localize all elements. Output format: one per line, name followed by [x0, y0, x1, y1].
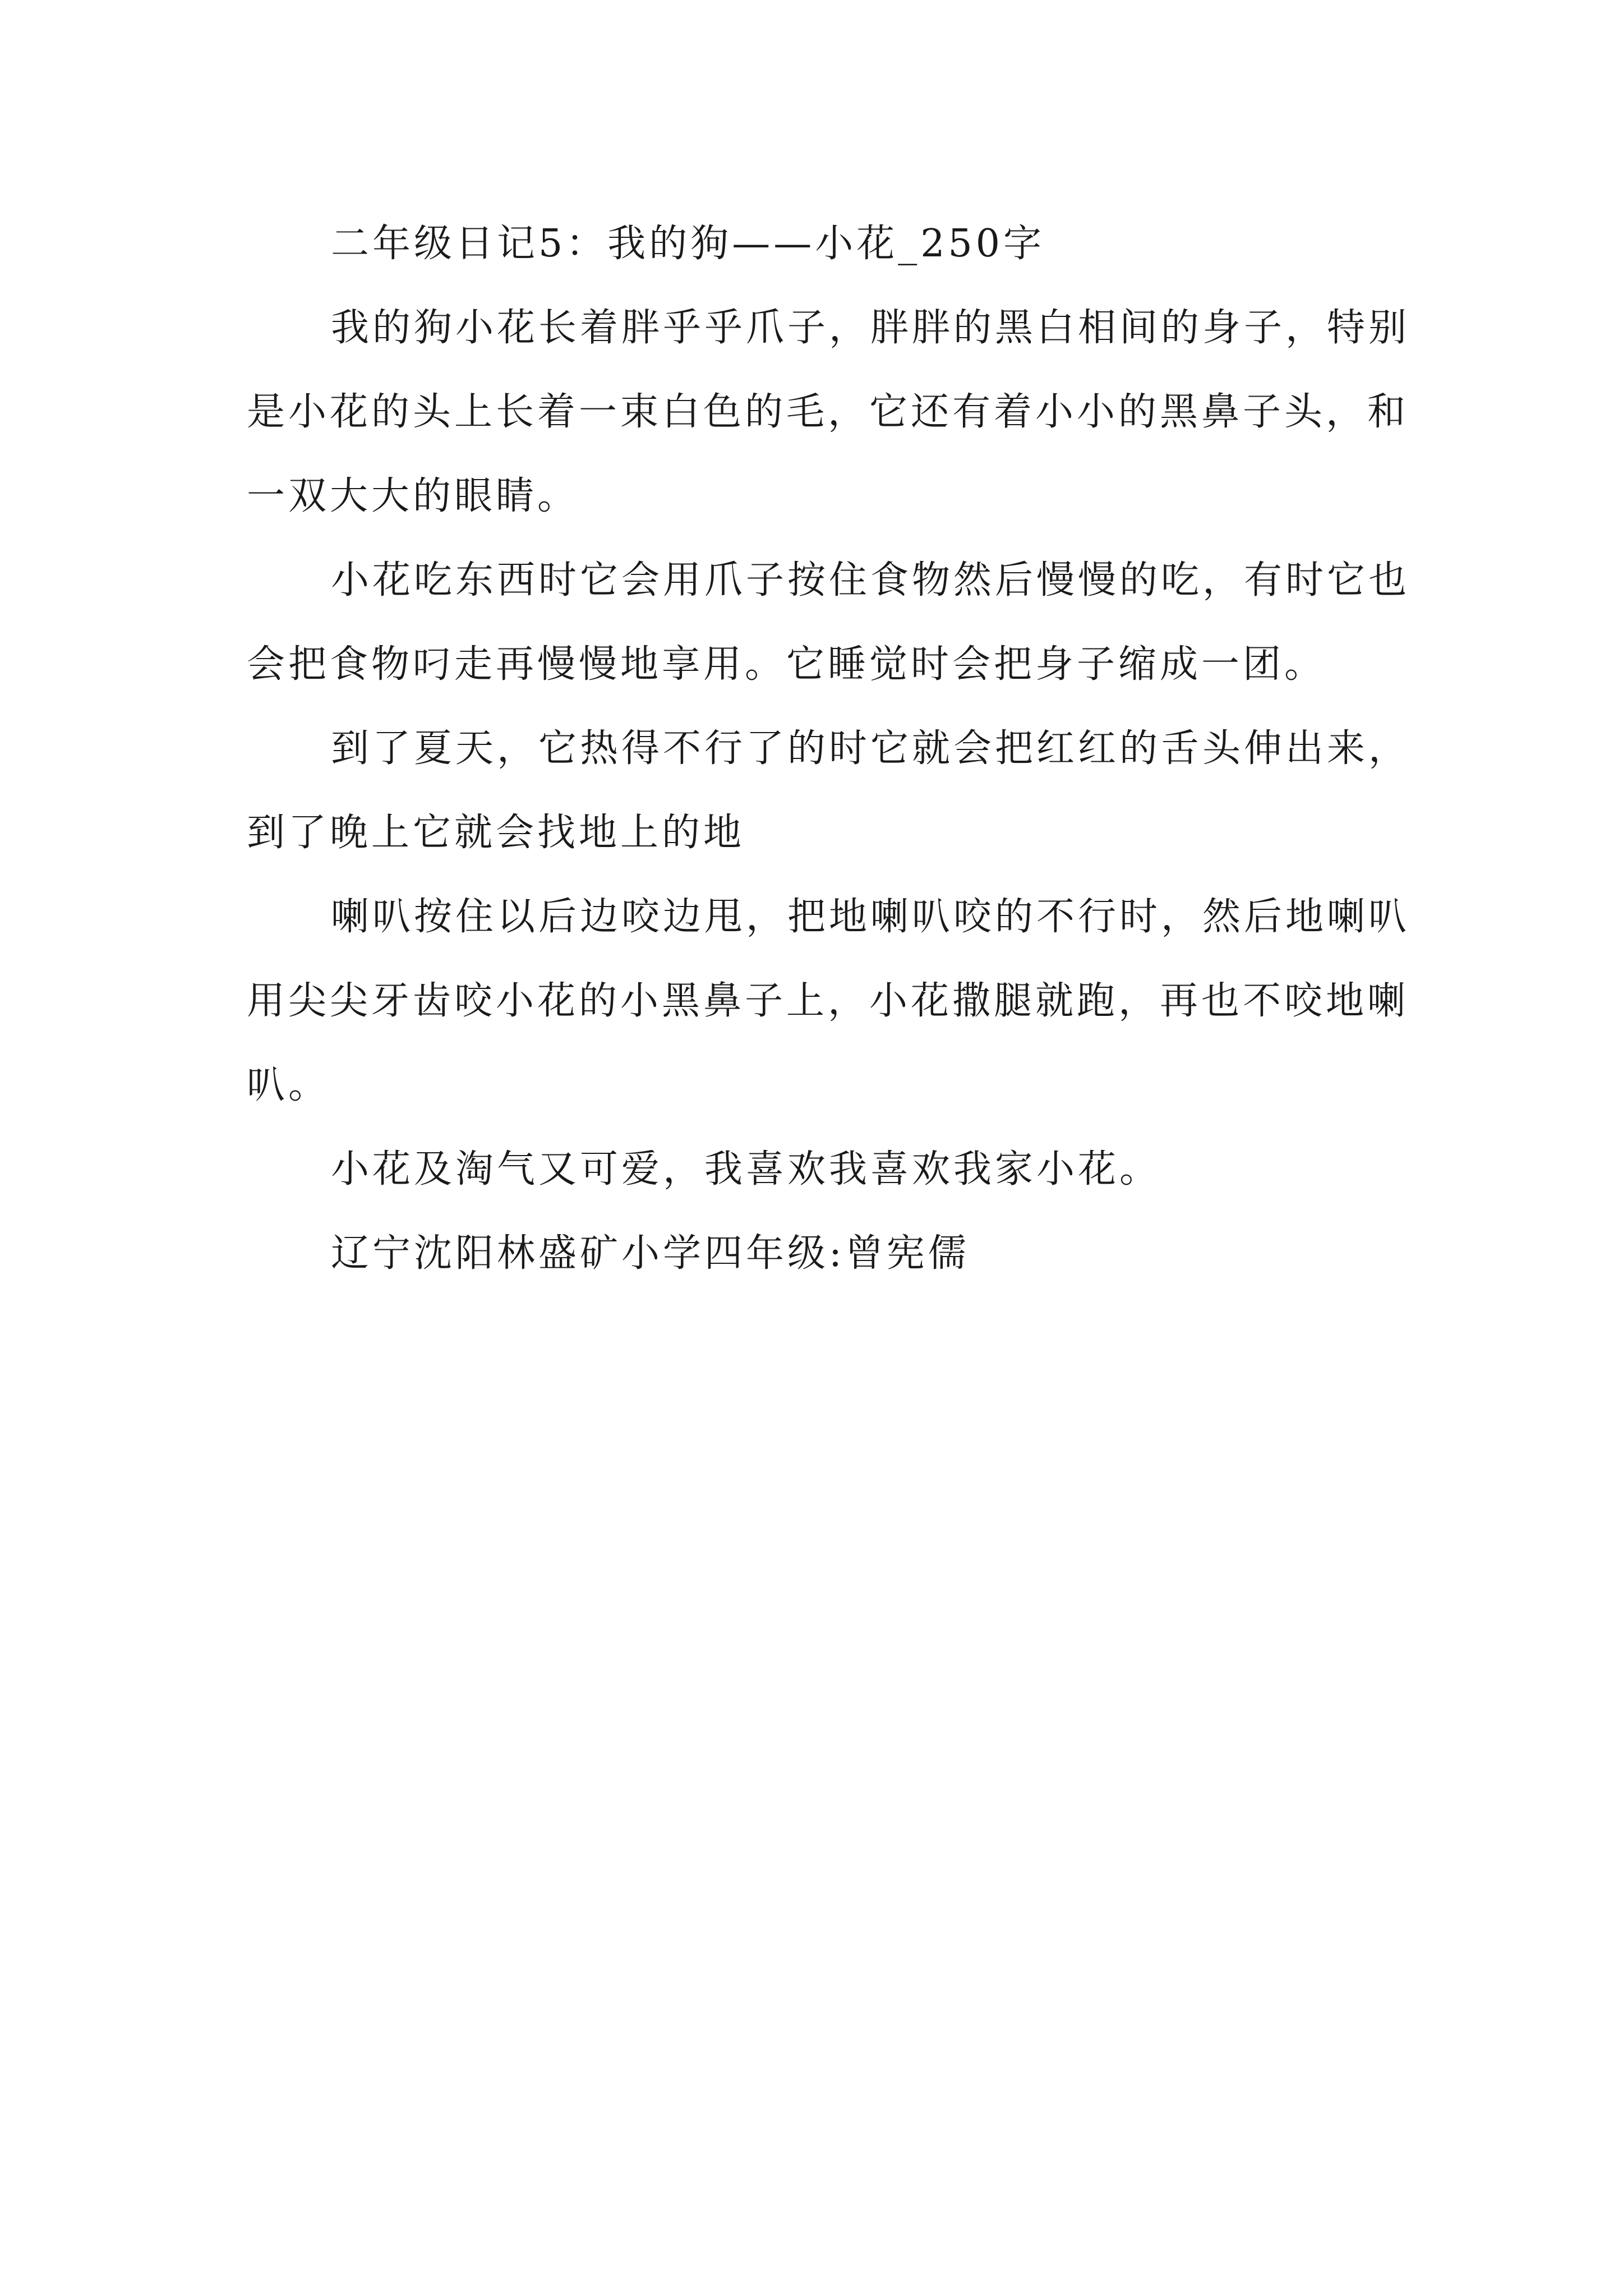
document-title: 二年级日记5：我的狗——小花_250字: [331, 222, 1045, 266]
paragraph-1: 我的狗小花长着胖乎乎爪子，胖胖的黑白相间的身子，特别是小花的头上长着一束白色的毛，它还有着小小的黑鼻子头，和一双大大的眼睛。: [247, 306, 1410, 518]
paragraph-5: 小花及淘气又可爱，我喜欢我喜欢我家小花。: [331, 1147, 1161, 1191]
author-signature: 辽宁沈阳林盛矿小学四年级:曾宪儒: [331, 1231, 970, 1276]
paragraph-4: 喇叭按住以后边咬边甩，把地喇叭咬的不行时，然后地喇叭用尖尖牙齿咬小花的小黑鼻子上，小花撒腿就跑，再也不咬地喇叭。: [247, 895, 1410, 1107]
paragraph-2: 小花吃东西时它会用爪子按住食物然后慢慢的吃，有时它也会把食物叼走再慢慢地享用。它睡觉时会把身子缩成一团。: [247, 558, 1410, 687]
document-body: [247, 202, 1413, 1296]
paragraph-3: 到了夏天，它热得不行了的时它就会把红红的舌头伸出来，到了晚上它就会找地上的地: [247, 726, 1410, 855]
